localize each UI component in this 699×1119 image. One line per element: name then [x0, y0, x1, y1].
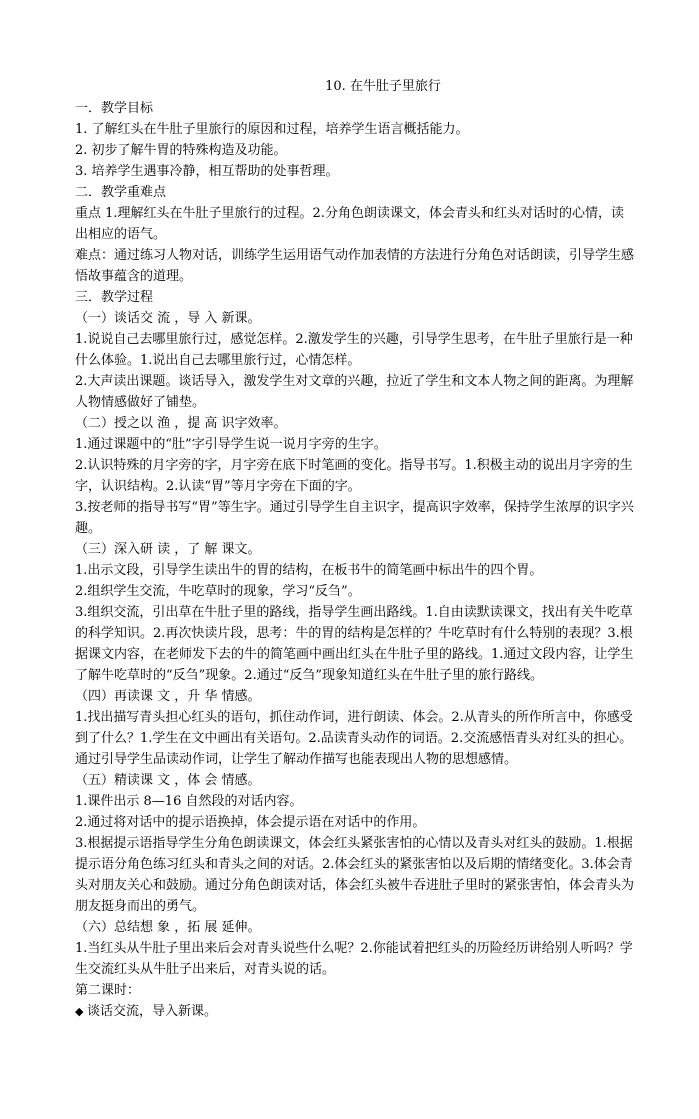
process-paragraph: 1.通过课题中的“肚”字引导学生说一说月字旁的生字。	[75, 437, 387, 452]
process-paragraph: 1.说说自己去哪里旅行过，感觉怎样。2.激发学生的兴趣，引导学生思考，在牛肚子里旅行是一种什么体验。1.说出自己去哪里旅行过，心情怎样。	[75, 332, 633, 368]
process-step-heading: （三）深入研 读 ，了 解 课文。	[75, 542, 261, 557]
objective-item: 3. 培养学生遇事冷静，相互帮助的处事哲理。	[75, 164, 339, 179]
process-paragraph: 3.按老师的指导书写“胃”等生字。通过引导学生自主识字，提高识字效率，保持学生浓厚的识字兴趣。	[75, 500, 634, 536]
process-paragraph: 1.课件出示 8—16 自然段的对话内容。	[75, 794, 303, 809]
lesson-two-bullet-item	[75, 1001, 635, 1022]
process-step-heading: （五）精读课 文 ，体 会 情感。	[75, 773, 261, 788]
difficulty-paragraph: 难点：通过练习人物对话，训练学生运用语气动作加表情的方法进行分角色对话朗读，引导学生感悟故事蕴含的道理。	[75, 248, 635, 284]
objective-item: 1. 了解红头在牛肚子里旅行的原因和过程，培养学生语言概括能力。	[75, 122, 469, 137]
process-step-heading: （四）再读课 文 ，升 华 情感。	[75, 689, 261, 704]
process-paragraph: 2.通过将对话中的提示语换掉，体会提示语在对话中的作用。	[75, 815, 426, 830]
process-paragraph: 3.组织交流，引出草在牛肚子里的路线，指导学生画出路线。1.自由读默读课文，找出有关牛吃草的科学知识。2.再次快读片段，思考：牛的胃的结构是怎样的？牛吃草时有什么特别的表现？3.根据课文内容，在老师发下去的牛的简笔画中画出红头在牛肚子里的路线。1.通过文段内容，让学生了解牛吃草时的“反刍”现象。2.通过“反刍”现象知道红头在牛肚子里的旅行路线。	[75, 605, 634, 683]
process-paragraph: 1.找出描写青头担心红头的语句，抓住动作词，进行朗读、体会。2.从青头的所作所言中，你感受到了什么？1.学生在文中画出有关语句。2.品读青头动作的词语。2.交流感悟青头对红头的担心。通过引导学生品读动作词，让学生了解动作描写也能表现出人物的思想感情。	[75, 710, 633, 767]
process-paragraph: 2.组织学生交流，牛吃草时的现象，学习“反刍”。	[75, 584, 361, 599]
process-step-heading: （一）谈话交 流 ，导 入 新课。	[75, 311, 261, 326]
process-step-heading: （六）总结想 象 ，拓 展 延伸。	[75, 920, 261, 935]
section-heading-process: 三．教学过程	[75, 290, 154, 305]
process-paragraph: 3.根据提示语指导学生分角色朗读课文，体会红头紧张害怕的心情以及青头对红头的鼓励。1.根据提示语分角色练习红头和青头之间的对话。2.体会红头的紧张害怕以及后期的情绪变化。3.体会青头对朋友关心和鼓励。通过分角色朗读对话，体会红头被牛吞进肚子里时的紧张害怕，体会青头为朋友挺身而出的勇气。	[75, 836, 635, 914]
lesson-two-bullet-text: 谈话交流，导入新课。	[87, 1004, 218, 1019]
section-heading-key-points: 二．教学重难点	[75, 185, 167, 200]
process-paragraph: 2.认识特殊的月字旁的字，月字旁在底下时笔画的变化。指导书写。1.积极主动的说出月字旁的生字，认识结构。2.认读“胃”等月字旁在下面的字。	[75, 458, 633, 494]
process-step-heading: （二）授之以 渔 ，提 高 识字效率。	[75, 416, 287, 431]
diamond-bullet-icon: ◆	[75, 1005, 84, 1018]
process-paragraph: 2.大声读出课题。谈话导入，激发学生对文章的兴趣，拉近了学生和文本人物之间的距离。为理解人物情感做好了铺垫。	[75, 374, 634, 410]
section-heading-objectives: 一．教学目标	[75, 101, 154, 116]
document-page	[75, 76, 635, 1022]
document-title: 10. 在牛肚子里旅行	[325, 79, 441, 94]
key-point-paragraph: 重点 1.理解红头在牛肚子里旅行的过程。2.分角色朗读课文，体会青头和红头对话时的心情，读出相应的语气。	[75, 206, 624, 242]
process-paragraph: 1.当红头从牛肚子里出来后会对青头说些什么呢？2.你能试着把红头的历险经历讲给别人听吗？学生交流红头从牛肚子出来后，对青头说的话。	[75, 941, 633, 977]
objective-item: 2. 初步了解牛胃的特殊构造及功能。	[75, 143, 287, 158]
lesson-two-heading: 第二课时：	[75, 983, 141, 998]
process-paragraph: 1.出示文段，引导学生读出牛的胃的结构，在板书牛的简笔画中标出牛的四个胃。	[75, 563, 543, 578]
